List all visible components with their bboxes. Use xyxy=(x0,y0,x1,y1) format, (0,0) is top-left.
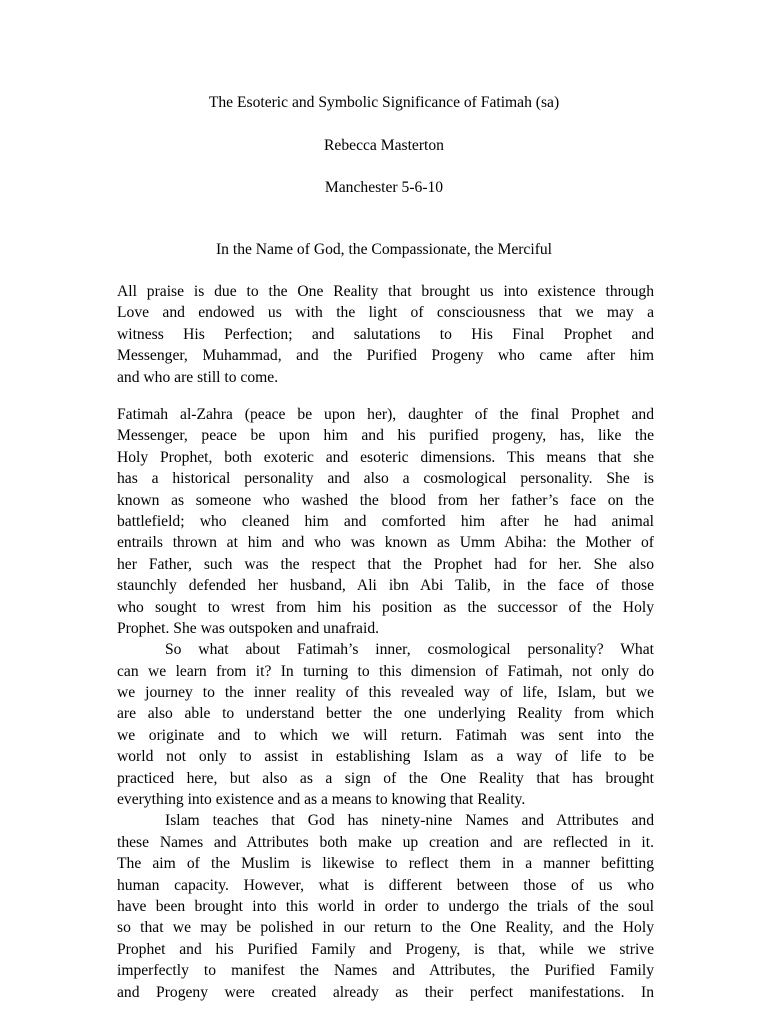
text-line: everything into existence and as a means to knowing that Reality. xyxy=(117,791,526,809)
text-line: Love and endowed us with the light of consciousness that we may a xyxy=(117,304,654,322)
text-line: All praise is due to the One Reality that brought us into existence through xyxy=(117,283,654,300)
invocation: In the Name of God, the Compassionate, the Merciful xyxy=(215,241,553,258)
paragraph-praise xyxy=(117,281,654,388)
text-line: Fatimah al-Zahra (peace be upon her), daughter of the final Prophet and xyxy=(117,406,654,423)
paragraph-body xyxy=(117,404,654,1003)
text-line: staunchly defended her husband, Ali ibn Abi Talib, in the face of those xyxy=(117,577,654,595)
text-line: witness His Perfection; and salutations to His Final Prophet and xyxy=(117,325,654,343)
text-line: practiced here, but also as a sign of the One Reality that has brought xyxy=(117,769,654,787)
author-name: Rebecca Masterton xyxy=(324,137,444,154)
text-line: known as someone who washed the blood from her father’s face on the xyxy=(117,491,654,509)
text-line: we originate and to which we will return. Fatimah was sent into the xyxy=(117,726,654,744)
text-line: has a historical personality and also a cosmological personality. She is xyxy=(117,470,654,488)
text-line: Prophet and his Purified Family and Progeny, is that, while we strive xyxy=(117,940,654,958)
text-line: and who are still to come. xyxy=(117,368,279,386)
text-line: Messenger, Muhammad, and the Purified Progeny who came after him xyxy=(117,347,654,365)
text-line: entrails thrown at him and who was known as Umm Abiha: the Mother of xyxy=(117,534,654,552)
text-line: these Names and Attributes both make up creation and are reflected in it. xyxy=(117,833,654,851)
text-line: world not only to assist in establishing Islam as a way of life to be xyxy=(117,748,654,766)
place-date: Manchester 5-6-10 xyxy=(324,179,444,196)
text-line: human capacity. However, what is different between those of us who xyxy=(117,876,654,894)
text-line: Messenger, peace be upon him and his purified progeny, has, like the xyxy=(117,427,654,445)
text-line: her Father, such was the respect that the Prophet had for her. She also xyxy=(117,555,654,573)
text-line: battlefield; who cleaned him and comforted him after he had animal xyxy=(117,512,654,530)
text-line: so that we may be polished in our return to the One Reality, and the Holy xyxy=(117,919,654,937)
text-line: who sought to wrest from him his position as the successor of the Holy xyxy=(117,598,654,616)
text-line: So what about Fatimah’s inner, cosmological personality? What xyxy=(165,641,654,659)
text-line: we journey to the inner reality of this revealed way of life, Islam, but we xyxy=(117,684,654,702)
text-line: and Progeny were created already as their perfect manifestations. In xyxy=(117,983,654,1001)
document-title: The Esoteric and Symbolic Significance of Fatimah (sa) xyxy=(208,94,560,111)
text-line: have been brought into this world in order to undergo the trials of the soul xyxy=(117,897,654,915)
text-line: Prophet. She was outspoken and unafraid. xyxy=(117,619,380,637)
text-line: imperfectly to manifest the Names and Attributes, the Purified Family xyxy=(117,962,654,980)
text-line: can we learn from it? In turning to this dimension of Fatimah, not only do xyxy=(117,662,654,680)
text-line: Islam teaches that God has ninety-nine Names and Attributes and xyxy=(165,812,654,830)
text-line: Holy Prophet, both exoteric and esoteric dimensions. This means that she xyxy=(117,448,654,466)
text-line: are also able to understand better the one underlying Reality from which xyxy=(117,705,654,723)
text-line: The aim of the Muslim is likewise to reflect them in a manner befitting xyxy=(117,855,654,873)
